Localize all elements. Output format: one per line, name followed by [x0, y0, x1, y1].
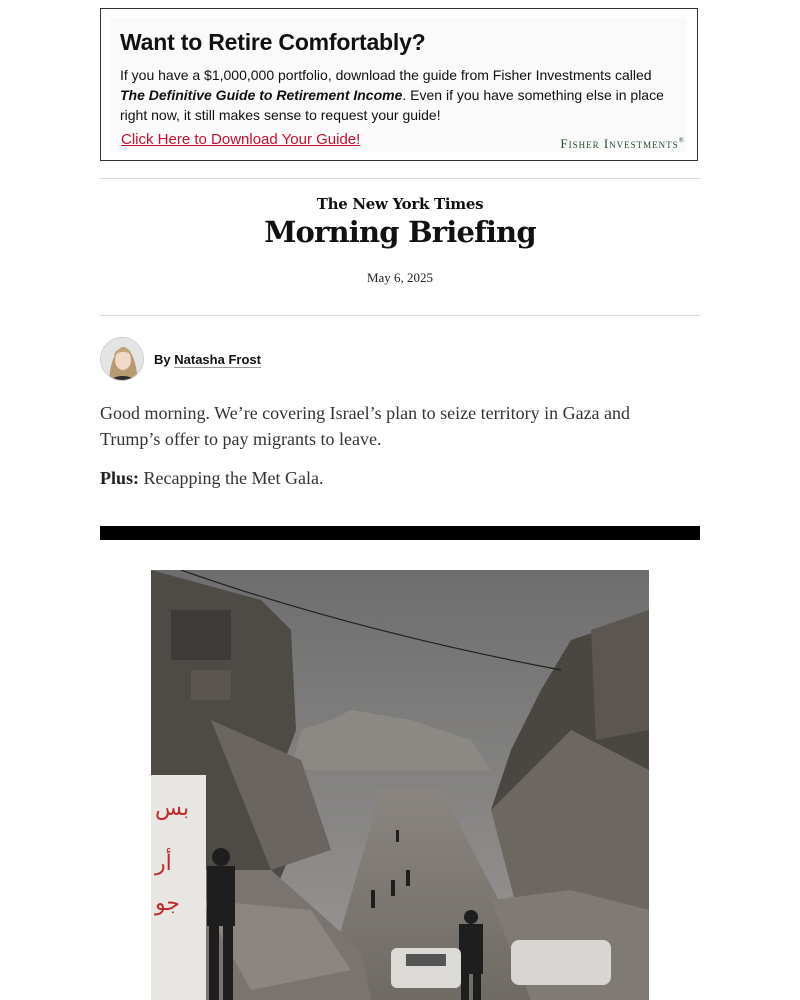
fisher-investments-ad[interactable]	[100, 8, 698, 161]
byline-text	[154, 352, 261, 367]
ad-body	[120, 65, 680, 125]
gaza-rubble-photo[interactable]	[151, 570, 649, 1000]
author-avatar	[100, 337, 144, 381]
ad-body-after: . Even if you have something else in place right now, it still makes sense to request your guide!	[120, 87, 664, 123]
newsletter-date: May 6, 2025	[366, 270, 434, 285]
ad-guide-title: The Definitive Guide to Retirement Income	[120, 87, 403, 103]
byline	[100, 336, 261, 382]
gaza-street-image	[151, 570, 649, 1000]
ad-title: Want to Retire Comfortably?	[120, 29, 426, 55]
nyt-masthead-logo[interactable]: The New York Times	[316, 195, 484, 213]
section-divider-bar	[100, 526, 700, 540]
author-name-link[interactable]: Natasha Frost	[174, 351, 261, 367]
svg-text:بس: بس	[155, 796, 190, 821]
plus-label: Plus:	[100, 468, 140, 488]
lede-paragraph: Good morning. We’re covering Israel’s plan to seize territory in Gaza and Trump’s offer to pay migrants to leave.	[100, 403, 631, 449]
plus-text: Recapping the Met Gala.	[139, 468, 324, 488]
divider-header	[100, 315, 700, 316]
author-avatar-image	[101, 338, 144, 381]
plus-paragraph	[100, 465, 323, 491]
ad-download-link[interactable]: Click Here to Download Your Guide!	[121, 131, 361, 148]
svg-text:أر: أر	[155, 851, 172, 876]
ad-brand-logo	[560, 136, 685, 152]
ad-brand-mark: ®	[678, 136, 685, 145]
byline-prefix: By	[154, 351, 171, 367]
newsletter-title: Morning Briefing	[264, 215, 536, 249]
ad-body-before: If you have a $1,000,000 portfolio, download the guide from Fisher Investments called	[120, 67, 652, 83]
divider-top	[100, 178, 700, 179]
svg-text:جو: جو	[155, 891, 180, 916]
ad-brand-name: Fisher Investments	[560, 136, 679, 151]
